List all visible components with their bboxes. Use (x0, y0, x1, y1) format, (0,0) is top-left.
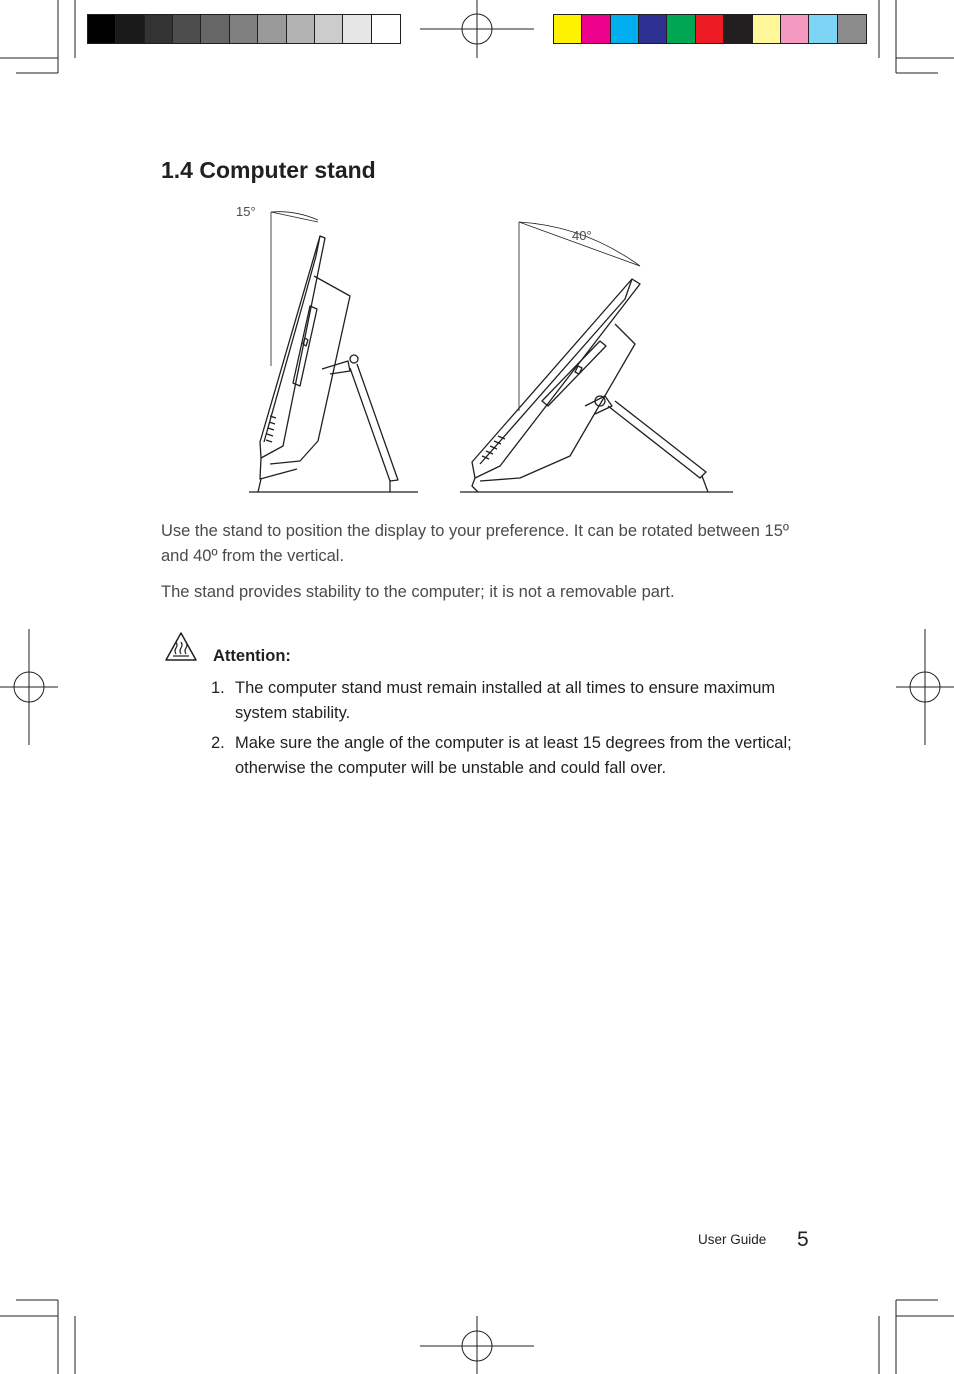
computer-40-degrees (460, 222, 733, 492)
stand-stability-note: The stand provides stability to the computer; it is not a removable part. (161, 583, 675, 601)
color-swatch (639, 15, 667, 43)
page-number: 5 (797, 1228, 809, 1251)
color-swatch (201, 15, 229, 43)
color-swatch (838, 15, 866, 43)
color-swatch (230, 15, 258, 43)
process-color-bar (553, 14, 867, 44)
computer-stand-figure (230, 196, 740, 501)
list-item-number: 1. (211, 679, 225, 697)
attention-list (211, 676, 811, 786)
color-swatch (116, 15, 144, 43)
list-item-text: The computer stand must remain installed at all times to ensure maximum system stability. (235, 679, 776, 722)
attention-label: Attention: (213, 647, 291, 665)
color-swatch (315, 15, 343, 43)
color-swatch (809, 15, 837, 43)
grayscale-bar (87, 14, 401, 44)
color-swatch (696, 15, 724, 43)
color-swatch (372, 15, 400, 43)
stand-description: Use the stand to position the display to your preference. It can be rotated between 15º and 40º from the vertical. (161, 522, 789, 565)
angle-label-15: 15° (236, 204, 256, 219)
color-swatch (753, 15, 781, 43)
list-item (211, 676, 811, 726)
angle-label-40: 40° (572, 228, 592, 243)
color-swatch (145, 15, 173, 43)
color-swatch (667, 15, 695, 43)
color-swatch (582, 15, 610, 43)
list-item-number: 2. (211, 734, 225, 752)
hot-surface-warning-icon (164, 630, 198, 664)
color-swatch (343, 15, 371, 43)
list-item-text: Make sure the angle of the computer is at least 15 degrees from the vertical; otherwise the computer will be unstable and could fall over. (235, 734, 792, 777)
color-swatch (258, 15, 286, 43)
computer-15-degrees (249, 212, 418, 492)
color-swatch (554, 15, 582, 43)
color-swatch (287, 15, 315, 43)
footer-label: User Guide (698, 1232, 767, 1247)
list-item (211, 731, 811, 781)
color-swatch (781, 15, 809, 43)
color-swatch (173, 15, 201, 43)
color-swatch (724, 15, 752, 43)
page-title: 1.4 Computer stand (161, 157, 376, 183)
color-swatch (88, 15, 116, 43)
color-swatch (611, 15, 639, 43)
